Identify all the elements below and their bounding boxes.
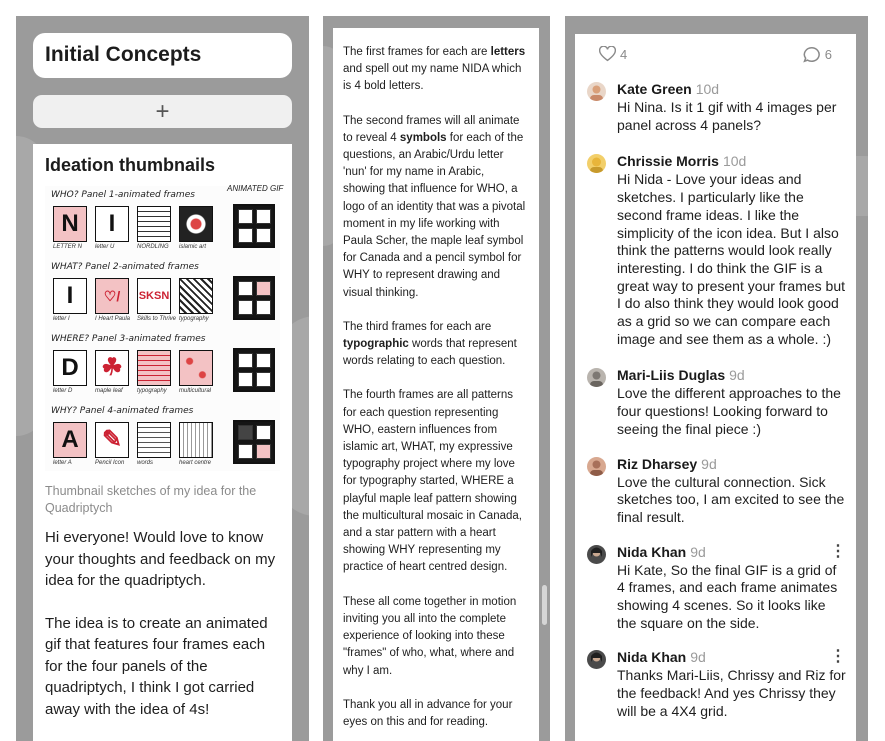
comment [587, 543, 846, 633]
post-paragraph: The first frames for each are letters and spell out my name NIDA which is 4 bold letters. [343, 46, 526, 93]
post-body [33, 517, 292, 720]
comment-time: 10d [695, 81, 720, 97]
column-post-continued [323, 16, 550, 741]
sketch-caption: NORDLING [137, 244, 169, 250]
post-title: Ideation thumbnails [45, 155, 216, 175]
avatar[interactable] [587, 650, 606, 669]
comment [587, 455, 846, 527]
sketch-caption: islamic art [179, 244, 207, 250]
column-initial-concepts [16, 16, 309, 741]
sketch-frame: N [53, 206, 87, 242]
sketch-frame [137, 350, 171, 386]
comment-text: Hi Kate, So the final GIF is a grid of 4 frames, and each frame animates showing 4 scenes. So it looks like the square on the side. [617, 561, 838, 631]
gif-label: ANIMATED GIF [227, 184, 284, 193]
comment-time: 9d [701, 455, 717, 472]
sketch-frame [137, 206, 171, 242]
comment-time: 10d [722, 153, 747, 170]
sketch-caption: words [137, 460, 154, 466]
comment-author[interactable]: Riz Dharsey [617, 455, 698, 472]
comment-text: Thanks Mari-Liis, Chrissy and Riz for the feedback! And yes Chrissy they will be a 4X4 grid. [617, 667, 846, 719]
heart-icon [599, 46, 616, 62]
post-paragraph: The fourth frames are all patterns for each question representing WHO, eastern influences from islamic art, WHAT, my expressive typography project where my love for typography started, WHERE a playful maple leaf pattern showing the multicultural mosaic in Canada, and a star pattern with a heart showing WHY representing my practice of heart centred design. [343, 389, 522, 574]
sketch-frame: A [53, 422, 87, 458]
sketch-caption: maple leaf [95, 388, 123, 394]
comment-text: Love the cultural connection. Sick sketches too, I am excited to see the final result. [617, 473, 845, 525]
scrollbar[interactable] [542, 585, 547, 625]
comment-author[interactable]: Nida Khan [617, 543, 687, 560]
gif-frame [233, 204, 275, 248]
sketch-frame [137, 422, 171, 458]
sketch-row-heading: WHO? Panel 1-animated frames [51, 190, 195, 200]
sketch-row-heading: WHAT? Panel 2-animated frames [51, 262, 199, 272]
sketch-frame: ✎ [95, 422, 129, 458]
more-options-icon[interactable]: ⋮ [830, 648, 846, 666]
comment-text: Hi Nida - Love your ideas and sketches. I particularly like the second frame ideas. I like the simplicity of the icon idea. But I also think the patterns would look really interesting. I do think the GIF is a great way to present your frames but I do also think they would look good as a grid so we can compare each image and see them as a whole. :) [617, 171, 845, 347]
comment [587, 152, 846, 348]
post-paragraph: The third frames for each are typographic words that represent words relating to each question. [343, 320, 517, 368]
sketch-row-heading: WHY? Panel 4-animated frames [51, 406, 194, 416]
sketch-frame: I [95, 206, 129, 242]
sketch-frame [179, 206, 213, 242]
sketch-caption: letter D [53, 388, 73, 394]
sketch-caption: Skills to Thrive [137, 316, 177, 322]
comment-text: Hi Nina. Is it 1 gif with 4 images per panel across 4 panels? [617, 99, 837, 133]
sketch-frame: ♡/ [95, 278, 129, 314]
comment-text: Love the different approaches to the four questions! Looking forward to seeing the final piece :) [617, 385, 841, 437]
sketch-row-heading: WHERE? Panel 3-animated frames [51, 334, 206, 344]
gif-frame [233, 348, 275, 392]
like-button[interactable] [599, 46, 627, 62]
sketch-row-why [45, 406, 280, 476]
sketch-frame [179, 278, 213, 314]
sketch-caption: heart centre [179, 460, 212, 466]
comment-bubble-icon [803, 46, 821, 63]
post-paragraph: Thank you all in advance for your eyes on this and for reading. [343, 698, 513, 728]
sketch-caption: typography [137, 388, 167, 394]
sketch-row-where [45, 334, 280, 404]
post-text-card[interactable] [333, 28, 539, 741]
avatar[interactable] [587, 368, 606, 387]
sketch-row-what [45, 262, 280, 332]
comment-count: 6 [824, 47, 832, 62]
comment-author[interactable]: Mari-Liis Duglas [617, 367, 726, 384]
column-title[interactable]: Initial Concepts [33, 33, 292, 78]
comments-button[interactable] [803, 46, 832, 63]
sketch-caption: letter A [53, 460, 72, 466]
avatar[interactable] [587, 82, 606, 101]
avatar[interactable] [587, 154, 606, 173]
avatar[interactable] [587, 545, 606, 564]
column-comments [565, 16, 868, 741]
post-paragraph: These all come together in motion inviting you all into the complete experience of looking into these "frames" of who, what, where and why I am. [343, 595, 517, 677]
sketch-caption: multicultural [179, 388, 212, 394]
post-card[interactable] [33, 144, 292, 741]
comment-time: 9d [690, 649, 706, 666]
sketch-frame [179, 422, 213, 458]
post-paragraph: The second frames will all animate to reveal 4 symbols for each of the questions, an Arabic/Urdu letter 'nun' for my name in Arabic, showing that influence for WHO, a logo of an identity that was a pivotal moment in my life working with Paula Scher, the maple leaf symbol for Canada and a pencil symbol for WHY to represent drawing and visual thinking. [343, 114, 526, 299]
comment [587, 648, 846, 720]
plus-icon: + [155, 97, 170, 125]
sketch-caption: letter U [95, 244, 115, 250]
sketch-frame: SKSN [137, 278, 171, 314]
sketch-row-who [45, 190, 280, 260]
add-post-button[interactable] [33, 95, 292, 128]
gif-frame [233, 420, 275, 464]
sketch-caption: typography [179, 316, 209, 322]
sketch-frame: D [53, 350, 87, 386]
comment-author[interactable]: Nida Khan [617, 649, 687, 666]
comment-time: 9d [690, 543, 706, 560]
comment-time: 9d [729, 367, 745, 384]
comment-author[interactable]: Chrissie Morris [617, 153, 719, 170]
sketch-caption: Pencil Icon [95, 460, 125, 466]
post-paragraph: Hi everyone! Would love to know your thoughts and feedback on my idea for the quadriptych. [45, 529, 276, 589]
comment-author[interactable]: Kate Green [617, 81, 692, 97]
sketch-frame: I [53, 278, 87, 314]
sketch-frame [179, 350, 213, 386]
like-count: 4 [620, 46, 628, 62]
sketch-caption: I Heart Paula [95, 316, 131, 322]
comment [587, 366, 846, 438]
more-options-icon[interactable]: ⋮ [830, 542, 846, 560]
comments-card [575, 34, 856, 741]
post-stats [587, 34, 846, 80]
image-caption: Thumbnail sketches of my idea for the Quadriptych [45, 484, 257, 515]
post-paragraph: The idea is to create an animated gif that features four frames each for the four panels of the quadriptych, I think I got carried away with the idea of 4s! [45, 614, 268, 718]
sketch-caption: LETTER N [53, 244, 83, 250]
sketch-caption: letter I [53, 316, 70, 322]
comment [587, 80, 846, 134]
sketch-frame: ☘ [95, 350, 129, 386]
gif-frame [233, 276, 275, 320]
post-image[interactable] [45, 184, 284, 471]
avatar[interactable] [587, 457, 606, 476]
